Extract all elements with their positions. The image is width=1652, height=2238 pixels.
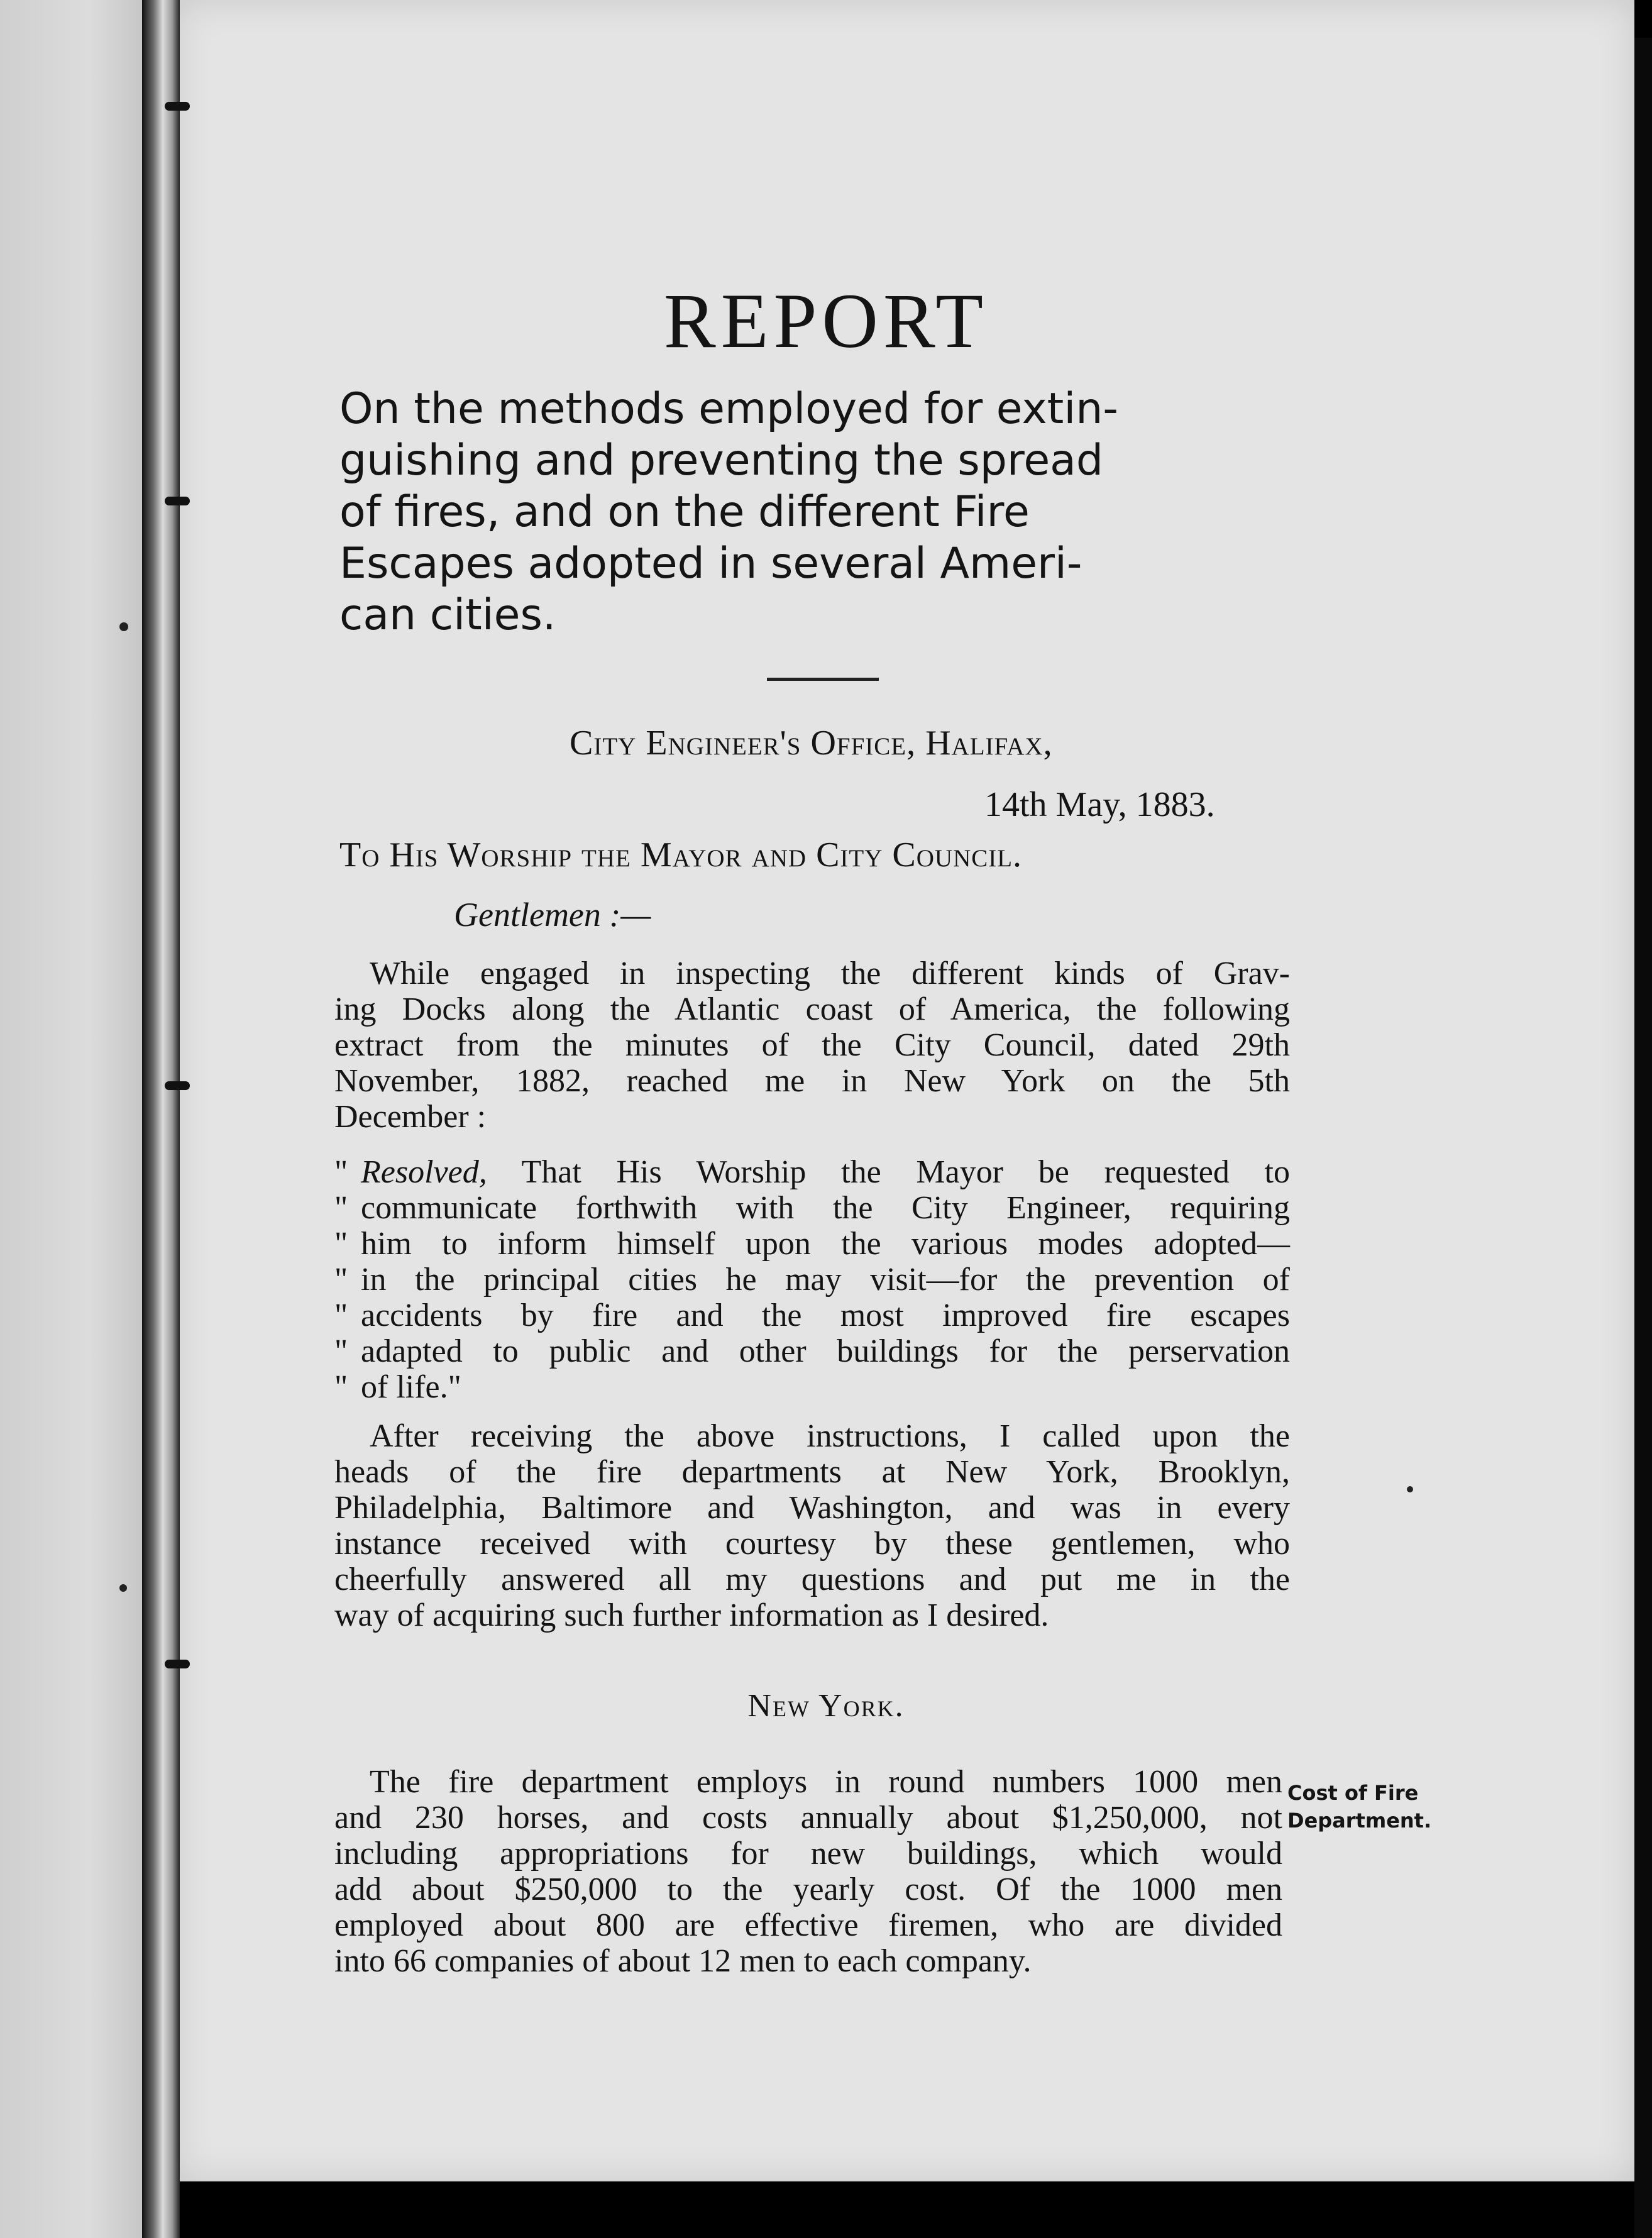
subtitle-line: Escapes adopted in several Ameri- <box>339 539 1082 588</box>
text-line <box>334 1333 1290 1369</box>
quote-mark: " <box>334 1226 348 1262</box>
quote-mark: " <box>334 1190 348 1226</box>
text-line: While engaged in inspecting the different kinds of Grav- <box>370 956 1290 991</box>
subtitle-line: On the methods employed for extin- <box>339 384 1118 434</box>
scan-border <box>1634 38 1652 2238</box>
resolution-quote <box>334 1154 1290 1405</box>
paragraph-new-york <box>334 1764 1282 1979</box>
binding-stitch <box>165 1660 190 1668</box>
quote-mark: " <box>334 1333 348 1369</box>
text-line: ing Docks along the Atlantic coast of America, the following <box>334 991 1290 1027</box>
letter-date: 14th May, 1883. <box>984 785 1215 824</box>
margin-note <box>1287 1779 1431 1834</box>
text-line <box>334 1154 1290 1190</box>
margin-note-line: Department. <box>1287 1809 1432 1833</box>
subtitle-line: can cities. <box>339 590 556 640</box>
text-line <box>334 1262 1290 1298</box>
text-line: including appropriations for new buildings, which would <box>334 1836 1282 1871</box>
text-line: cheerfully answered all my questions and put me in the <box>334 1562 1290 1597</box>
text-fragment: adapted to public and other buildings for the perservation <box>361 1333 1290 1369</box>
salutation: Gentlemen :— <box>454 896 651 934</box>
text-line: extract from the minutes of the City Council, dated 29th <box>334 1027 1290 1063</box>
quote-mark: " <box>334 1298 348 1333</box>
text-line: November, 1882, reached me in New York on the 5th <box>334 1063 1290 1099</box>
section-rule <box>767 678 879 681</box>
text-fragment: him to inform himself upon the various modes adopted— <box>361 1226 1290 1262</box>
quote-mark: " <box>334 1369 348 1405</box>
text-fragment: accidents by fire and the most improved fire escapes <box>361 1298 1290 1333</box>
text-line <box>334 1369 1290 1405</box>
text-line: into 66 companies of about 12 men to each company. <box>334 1943 1032 1979</box>
text-line: and 230 horses, and costs annually about $1,250,000, not <box>334 1800 1282 1836</box>
ink-speck <box>119 622 128 631</box>
binding-stitch <box>165 1081 190 1090</box>
text-line: Philadelphia, Baltimore and Washington, and was in every <box>334 1490 1290 1526</box>
report-subtitle <box>339 383 1308 641</box>
paragraph-intro <box>334 956 1290 1135</box>
address-line: To His Worship the Mayor and City Council. <box>339 835 1023 874</box>
text-line: instance received with courtesy by these gentlemen, who <box>334 1526 1290 1562</box>
margin-note-line: Cost of Fire <box>1287 1781 1419 1805</box>
resolved-emphasis: Resolved, <box>361 1154 487 1190</box>
subtitle-line: guishing and preventing the spread <box>339 436 1104 485</box>
text-fragment: That His Worship the Mayor be requested to <box>487 1154 1290 1190</box>
binding-stitch <box>165 497 190 505</box>
quote-mark: " <box>334 1154 348 1190</box>
text-line: add about $250,000 to the yearly cost. Of the 1000 men <box>334 1871 1282 1907</box>
text-line <box>334 1226 1290 1262</box>
ink-speck <box>1407 1486 1413 1492</box>
text-line <box>334 1190 1290 1226</box>
office-dateline: City Engineer's Office, Halifax, <box>570 724 1053 763</box>
section-heading: New York. <box>747 1688 905 1724</box>
text-line: way of acquiring such further information as I desired. <box>334 1597 1049 1633</box>
binding-stitch <box>165 102 190 111</box>
ink-speck <box>119 1584 127 1592</box>
text-line: The fire department employs in round numbers 1000 men <box>370 1764 1282 1800</box>
text-line <box>334 1298 1290 1333</box>
text-line: December : <box>334 1099 487 1135</box>
text-fragment: communicate forthwith with the City Engineer, requiring <box>361 1190 1290 1226</box>
quote-mark: " <box>334 1262 348 1298</box>
text-line: heads of the fire departments at New York, Brooklyn, <box>334 1454 1290 1490</box>
text-fragment: of life." <box>361 1369 461 1405</box>
report-title: REPORT <box>664 278 988 364</box>
text-line: After receiving the above instructions, I called upon the <box>370 1418 1290 1454</box>
subtitle-line: of fires, and on the different Fire <box>339 487 1030 537</box>
paragraph-visits <box>334 1418 1290 1633</box>
text-line: employed about 800 are effective firemen, who are divided <box>334 1907 1282 1943</box>
text-fragment: in the principal cities he may visit—for the prevention of <box>361 1262 1290 1298</box>
